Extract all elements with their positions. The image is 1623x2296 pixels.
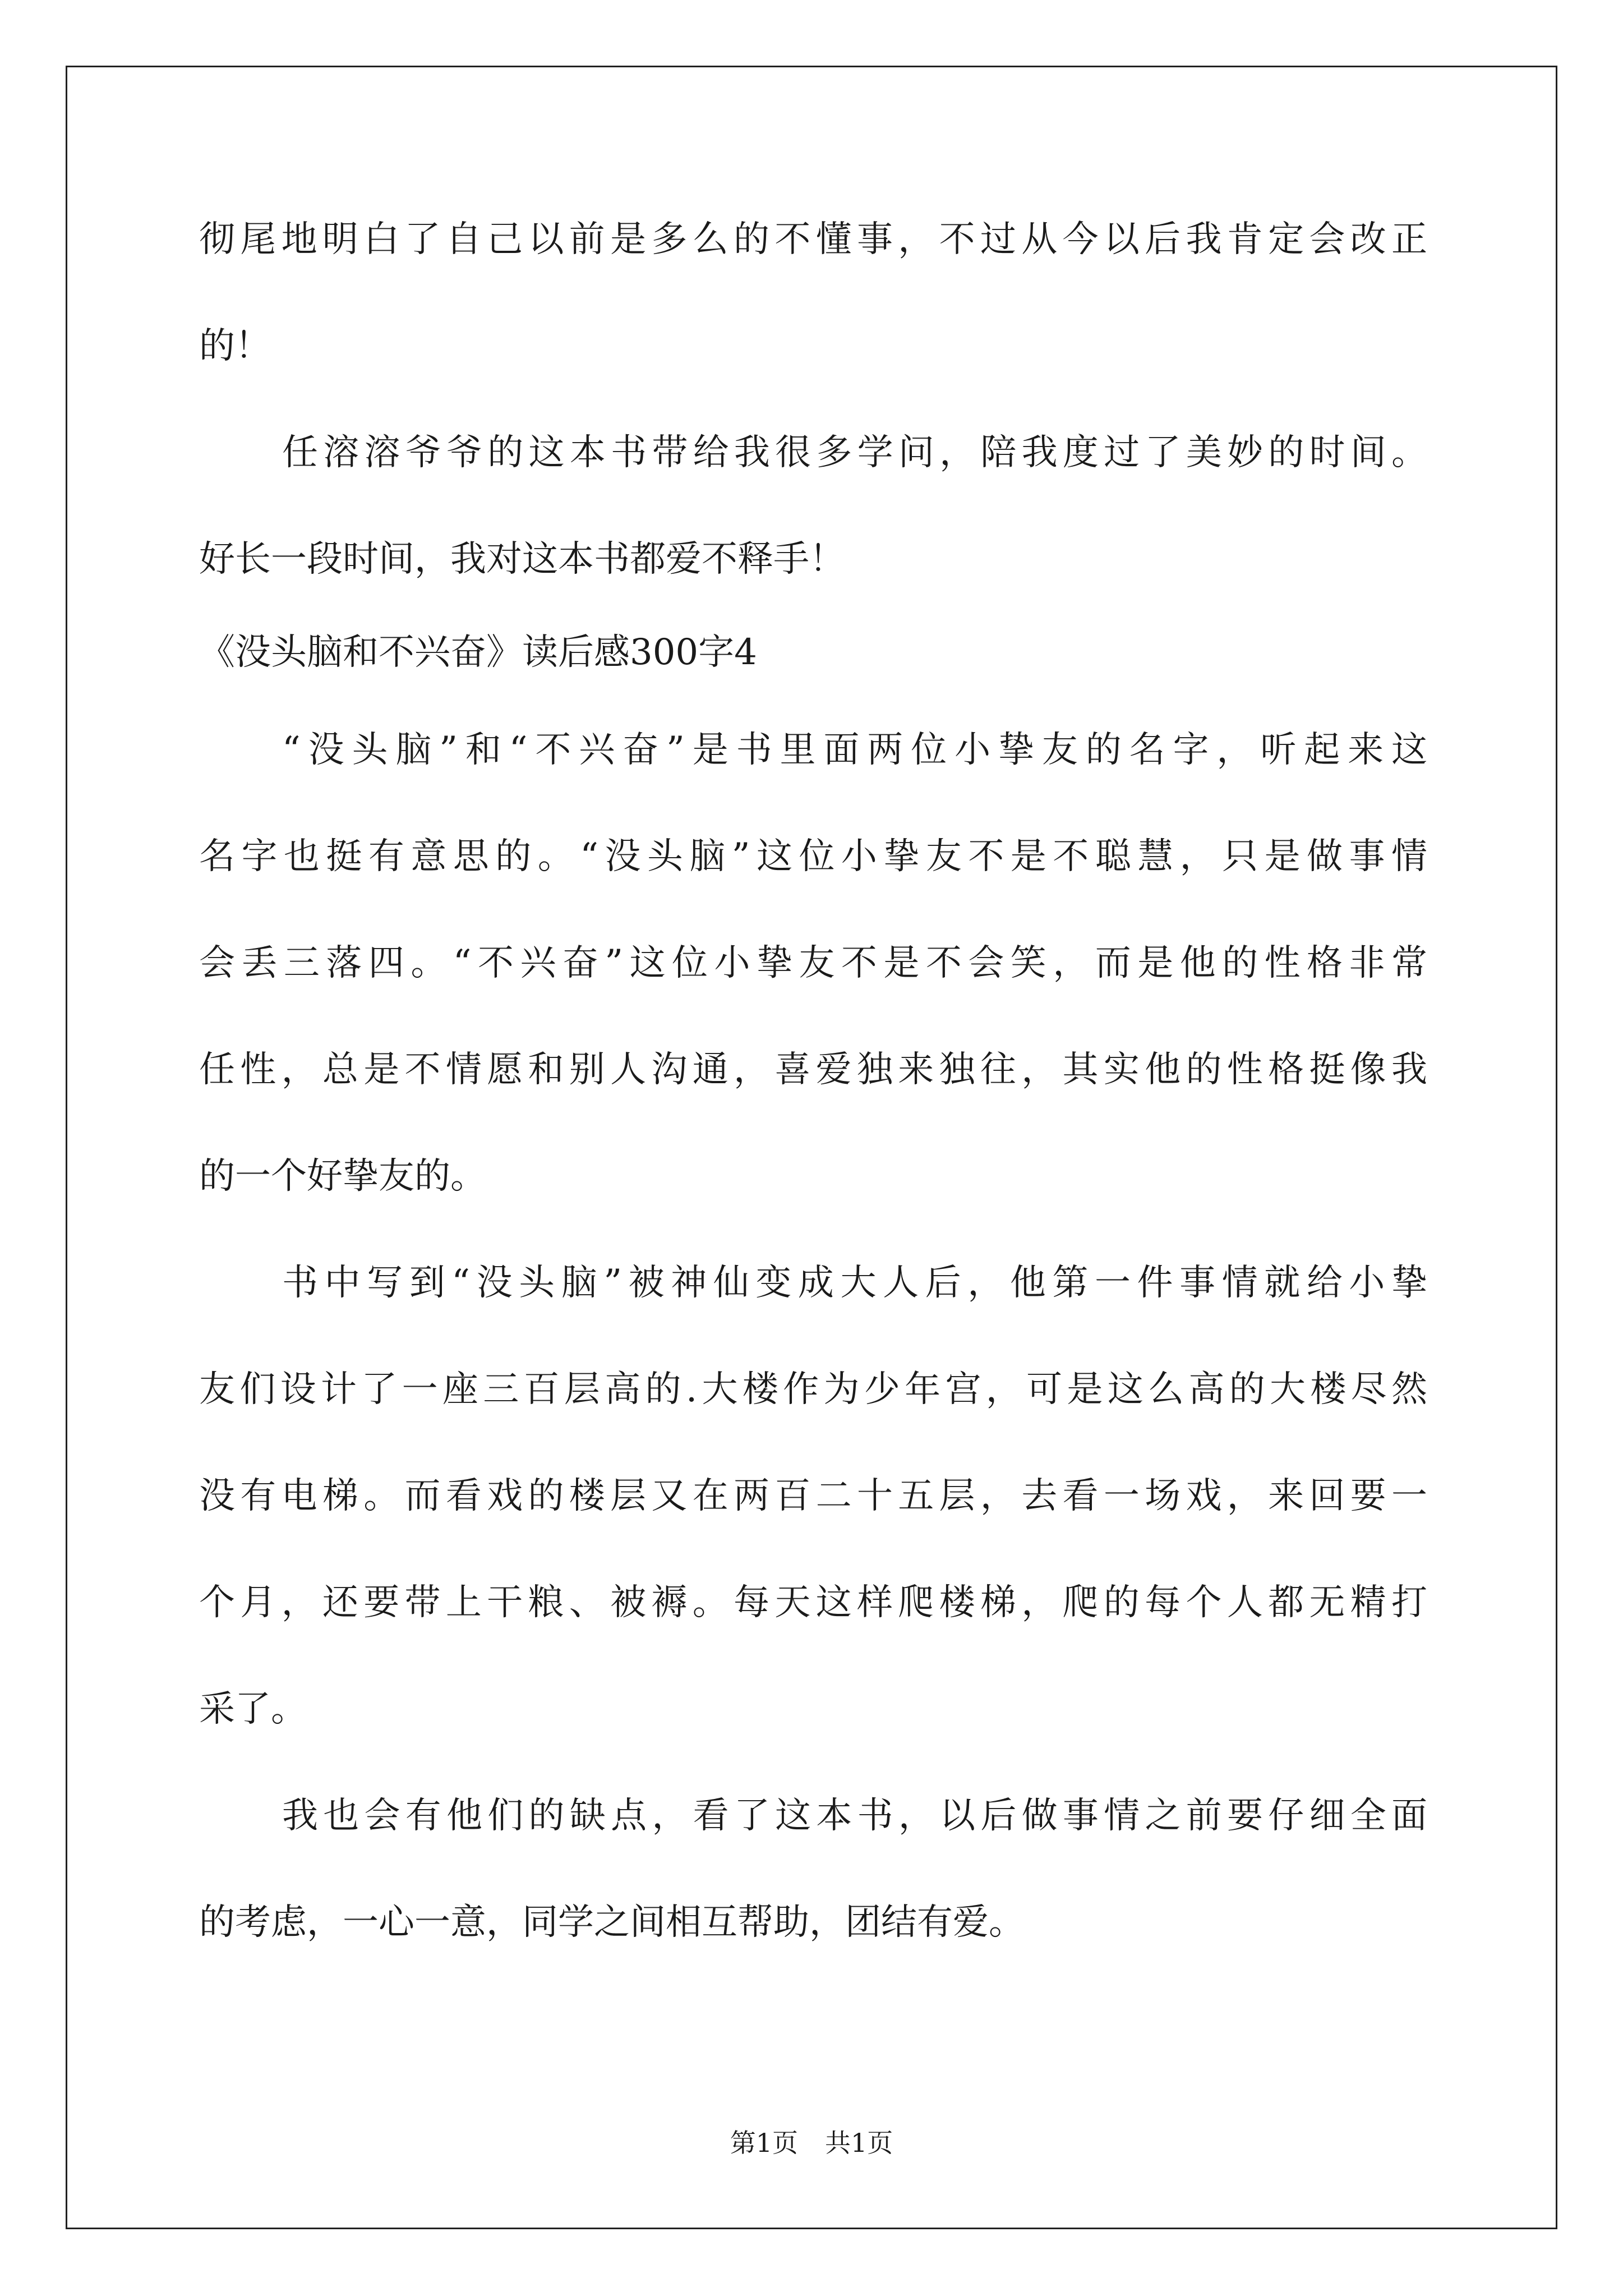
text-line: 名字也挺有意思的。“没头脑”这位小挚友不是不聪慧，只是做事情 bbox=[199, 836, 1427, 877]
text-line: 没有电梯。而看戏的楼层又在两百二十五层，去看一场戏，来回要一 bbox=[199, 1475, 1427, 1517]
text-line: 采了。 bbox=[199, 1688, 307, 1730]
text-line: 个月，还要带上干粮、被褥。每天这样爬楼梯，爬的每个人都无精打 bbox=[199, 1582, 1427, 1623]
page-number-current: 第1页 bbox=[730, 2128, 798, 2158]
text-line: 的考虑，一心一意，同学之间相互帮助，团结有爱。 bbox=[199, 1902, 1025, 1943]
text-line: 彻尾地明白了自己以前是多么的不懂事，不过从今以后我肯定会改正 bbox=[199, 219, 1427, 260]
text-line: 好长一段时间，我对这本书都爱不释手！ bbox=[199, 539, 845, 580]
text-line: 书中写到“没头脑”被神仙变成大人后，他第一件事情就给小挚 bbox=[282, 1262, 1427, 1304]
text-line: 的！ bbox=[199, 325, 271, 367]
text-line: 友们设计了一座三百层高的.大楼作为少年宫，可是这么高的大楼尽然 bbox=[199, 1369, 1427, 1410]
text-line: 任性，总是不情愿和别人沟通，喜爱独来独往，其实他的性格挺像我 bbox=[199, 1049, 1427, 1091]
page-footer bbox=[0, 2126, 1623, 2160]
text-line: 任溶溶爷爷的这本书带给我很多学问，陪我度过了美妙的时间。 bbox=[282, 432, 1427, 473]
section-heading: 《没头脑和不兴奋》读后感300字4 bbox=[199, 632, 757, 673]
text-line: 我也会有他们的缺点，看了这本书，以后做事情之前要仔细全面 bbox=[282, 1795, 1427, 1837]
text-line: 会丢三落四。“不兴奋”这位小挚友不是不会笑，而是他的性格非常 bbox=[199, 942, 1427, 984]
text-line: “没头脑”和“不兴奋”是书里面两位小挚友的名字，听起来这 bbox=[282, 729, 1427, 771]
text-line: 的一个好挚友的。 bbox=[199, 1156, 486, 1197]
page-number-total: 共1页 bbox=[825, 2128, 893, 2158]
